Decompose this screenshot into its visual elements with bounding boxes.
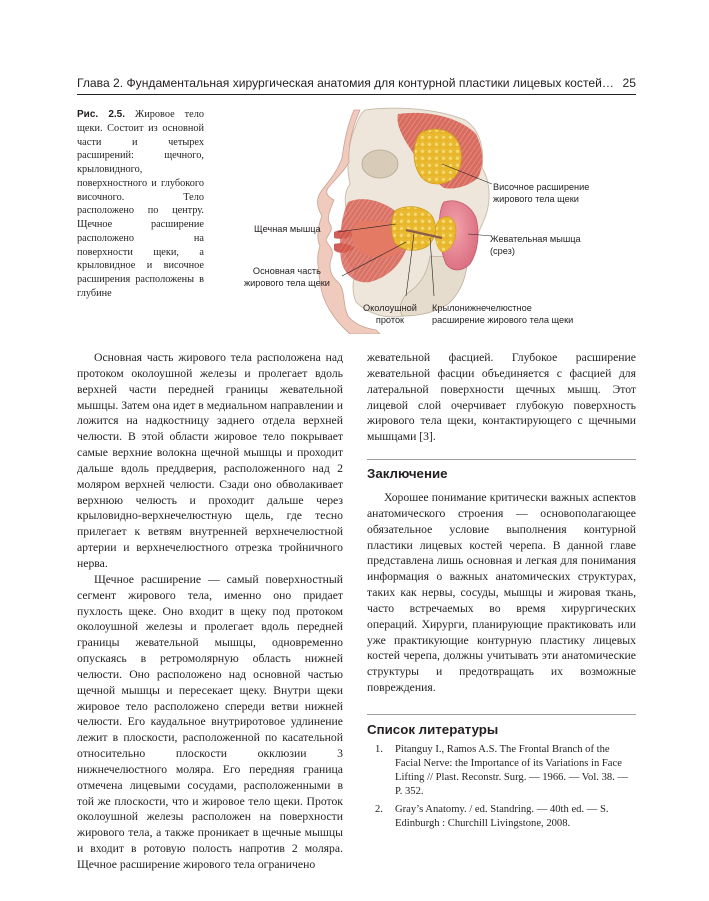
- left-column: [77, 350, 343, 873]
- reference-text: Pitanguy I., Ramos A.S. The Frontal Branch of the Facial Nerve: the Importance of its Variations in Face Lifting // Plast. Reconstr. Surg. — 1966. — Vol. 38. — P. 352.: [395, 744, 629, 797]
- label-masseter: Жевательная мышца (срез): [490, 234, 581, 256]
- buccal-fat-main: [392, 207, 436, 251]
- reference-item: [375, 743, 636, 799]
- section-rule: [367, 459, 636, 460]
- label-buccinator: Щечная мышца: [254, 224, 321, 234]
- reference-number: 2.: [375, 804, 383, 815]
- section-rule: [367, 714, 636, 715]
- figure-caption: [77, 108, 204, 301]
- running-header: [77, 74, 636, 94]
- orbit: [362, 150, 398, 178]
- page-number: 25: [622, 76, 636, 90]
- chapter-title: Глава 2. Фундаментальная хирургическая анатомия для контурной пластики лицевых костей…: [77, 76, 614, 90]
- caption-label: Рис. 2.5.: [77, 109, 126, 120]
- reference-number: 1.: [375, 744, 383, 755]
- paragraph: жевательной фасцией. Глубокое расширение жевательной фасции объединяется с фасцией для латеральной поверхности щечных мышц. Этот лицевой слой очерчивает глубокую поверхность жирового тела щеки, контактирующего с щечными мышцами [3].: [367, 351, 636, 444]
- face-illustration: [230, 106, 630, 334]
- conclusion-heading: Заключение: [367, 466, 448, 481]
- reference-list: [375, 743, 636, 835]
- caption-text: Жировое тело щеки. Состоит из основной части и четырех расширений: щечного, крыловидного, поверхностного и глубокого височного. Тело расположено по центру. Щечное расширение расположено на поверхности щеки, а крыловидное и височное расширения расположены в глубине: [77, 109, 204, 299]
- label-main-part: Основная часть жирового тела щеки: [244, 266, 330, 288]
- reference-item: [375, 803, 636, 831]
- reference-text: Gray’s Anatomy. / ed. Standring. — 40th ed. — S. Edinburgh : Churchill Livingstone, 2008.: [395, 804, 609, 829]
- references-heading: Список литературы: [367, 722, 499, 737]
- anatomy-figure: [230, 106, 630, 334]
- label-temporal-extension: Височное расширение жирового тела щеки: [493, 182, 590, 204]
- header-rule: [77, 94, 636, 95]
- paragraph: Основная часть жирового тела расположена над протоком околоушной железы и пролегает вдоль верхней части передней границы жевательной мышцы. Затем она идет в медиальном направлении и ложится на надкостницу заднего отдела верхней челюсти. В этой области жировое тело покрывает самые верхние волокна щечной мышцы и проходит дальше вдоль преддверия, расположенного над 2 моляром верхней челюсти. Сзади оно обволакивает верхнюю челюсть и проходит дальше через крыловидно-верхнечелюстную щель, где тесно прилегает к ветвям внутренней верхнечелюстной артерии и верхнечелюстного отрезка тройничного нерва.: [77, 351, 343, 570]
- paragraph: Хорошее понимание критически важных аспектов анатомического строения — основополагающее обязательное условие выполнения контурной пластики лицевых костей черепа. В данной главе представлена лишь основная и легкая для понимания информация о важных анатомических структурах, таких как нервы, сосуды, мышцы и жировая ткань, часто встречаемых во время хирургических операций. Хирурги, планирующие практиковать или уже практикующие контурную пластику лицевых костей черепа, должны учитывать эти анатомические структуры и предотвращать их возможные повреждения.: [367, 491, 636, 695]
- temporal-fat-extension: [414, 129, 461, 184]
- label-parotid-duct: Околоушной проток: [363, 303, 417, 325]
- right-column-continuation: [367, 350, 636, 445]
- conclusion-body: [367, 490, 636, 696]
- paragraph: Щечное расширение — самый поверхностный сегмент жирового тела, именно оно придает пухлость щеке. Оно входит в щеку под протоком околоушной железы и пролегает вдоль передней границы жевательной мышцы, одновременно опускаясь в ретромолярную область нижней челюсти. Оно расположено над основной частью щечной мышцы и пересекает щеку. Внутри щеки жировое тело расположено спереди ветви нижней челюсти. Его каудальное внутриротовое удлинение лежит в плоскости, расположенной по касательной относительно плоскости окклюзии 3 нижнечелюстного моляра. Его передняя граница отмечена лицевыми сосудами, расположенными в той же плоскости, что и жировое тело щеки. Проток околоушной железы расположен на поверхности жирового тела, а также проникает в щечные мышцы и входит в ротовую полость напротив 2 моляра. Щечное расширение жирового тела ограничено: [77, 572, 343, 871]
- label-pterygoid-extension: Крылонижнечелюстное расширение жирового тела щеки: [432, 303, 574, 325]
